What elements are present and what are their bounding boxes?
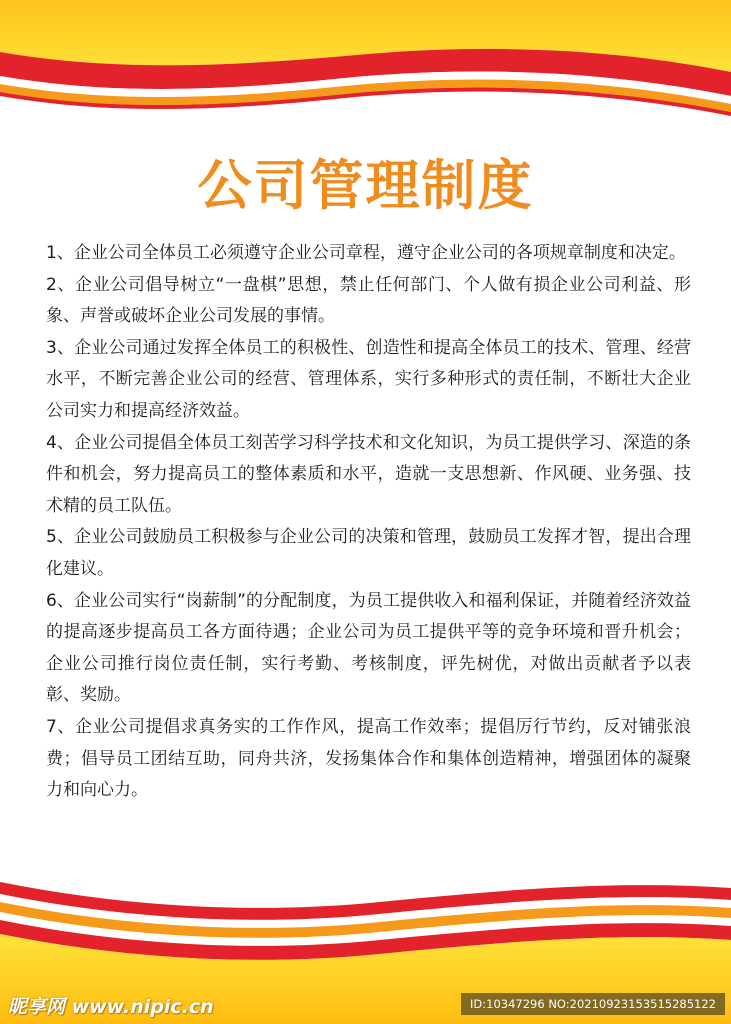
rules-list <box>46 238 691 807</box>
rule-item-2: 2、企业公司倡导树立“一盘棋”思想，禁止任何部门、个人做有损企业公司利益、形象、声誉或破坏企业公司发展的事情。 <box>46 274 691 327</box>
top-wave-decoration <box>0 0 731 140</box>
rule-item-5: 5、企业公司鼓励员工积极参与企业公司的决策和管理，鼓励员工发挥才智，提出合理化建议。 <box>46 527 691 579</box>
site-watermark: 昵享网 www.nipic.cn <box>8 996 214 1018</box>
image-id-label: ID:10347296 NO:20210923153515285122 <box>461 993 725 1015</box>
rule-item-1: 1、企业公司全体员工必须遵守企业公司章程，遵守企业公司的各项规章制度和决定。 <box>46 243 686 263</box>
page-title: 公司管理制度 <box>197 154 534 217</box>
rule-item-7: 7、企业公司提倡求真务实的工作作风，提高工作效率；提倡厉行节约，反对铺张浪费；倡导员工团结互助，同舟共济，发扬集体合作和集体创造精神，增强团体的凝聚力和向心力。 <box>46 716 691 801</box>
rule-item-4: 4、企业公司提倡全体员工刻苦学习科学技术和文化知识，为员工提供学习、深造的条件和机会，努力提高员工的整体素质和水平，造就一支思想新、作风硬、业务强、技术精的员工队伍。 <box>46 432 691 516</box>
rule-item-6: 6、企业公司实行“岗薪制”的分配制度，为员工提供收入和福利保证，并随着经济效益的提高逐步提高员工各方面待遇；企业公司为员工提供平等的竞争环境和晋升机会；企业公司推行岗位责任制，实行考勤、考核制度，评先树优，对做出贡献者予以表彰、奖励。 <box>46 590 691 706</box>
rule-item-3: 3、企业公司通过发挥全体员工的积极性、创造性和提高全体员工的技术、管理、经营水平，不断完善企业公司的经营、管理体系，实行多种形式的责任制，不断壮大企业公司实力和提高经济效益。 <box>46 337 691 421</box>
